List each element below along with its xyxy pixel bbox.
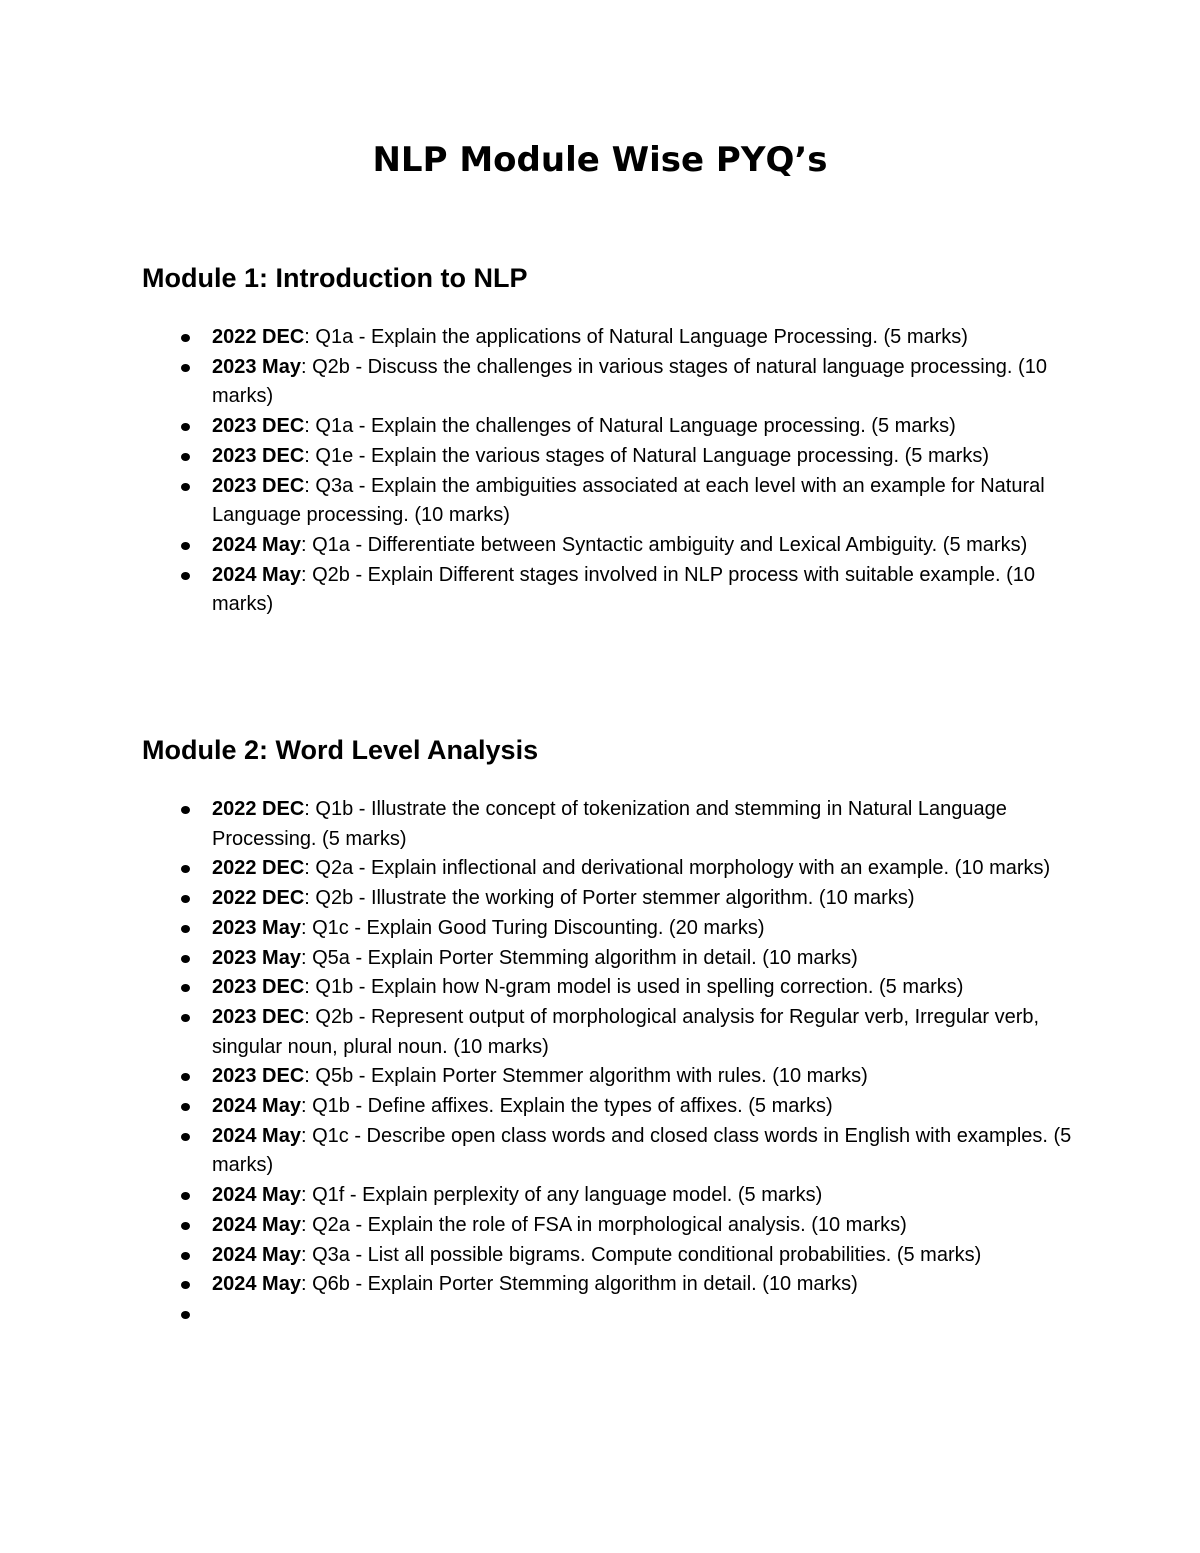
bullet-icon <box>181 1222 190 1230</box>
question-item <box>142 1122 1072 1181</box>
question-year: 2023 May <box>212 946 301 969</box>
question-year: 2023 May <box>212 916 301 939</box>
question-item <box>142 1003 1072 1062</box>
question-year: 2023 DEC <box>212 474 305 497</box>
bullet-icon <box>181 334 190 342</box>
bullet-icon <box>181 925 190 933</box>
question-year: 2022 DEC <box>212 326 305 348</box>
question-text: : Q2b - Discuss the challenges in various stages of natural language processing. (10 marks) <box>212 355 1047 408</box>
bullet-icon <box>181 806 190 814</box>
question-text: : Q1b - Illustrate the concept of tokenization and stemming in Natural Language Processing. (5 marks) <box>212 798 1007 850</box>
page-title: NLP Module Wise PYQ’s <box>372 140 828 180</box>
bullet-icon <box>181 1252 190 1260</box>
bullet-icon <box>181 1311 190 1319</box>
question-text: : Q6b - Explain Porter Stemming algorithm in detail. (10 marks) <box>300 1273 858 1296</box>
module-2-heading: Module 2: Word Level Analysis <box>142 735 539 765</box>
question-item <box>142 1270 1072 1300</box>
bullet-icon <box>181 453 190 461</box>
bullet-icon <box>181 542 190 550</box>
question-year: 2024 May <box>212 533 301 556</box>
question-year: 2024 May <box>212 1273 301 1296</box>
bullet-icon <box>181 423 190 431</box>
bullet-icon <box>181 1281 190 1289</box>
question-item <box>142 854 1072 884</box>
question-text: : Q1b - Explain how N-gram model is used in spelling correction. (5 marks) <box>304 976 964 999</box>
question-item <box>142 1062 1072 1092</box>
question-item <box>142 795 1072 854</box>
question-text: : Q5a - Explain Porter Stemming algorithm in detail. (10 marks) <box>300 946 858 969</box>
question-text: : Q1e - Explain the various stages of Natural Language processing. (5 marks) <box>304 444 990 467</box>
question-text: : Q2b - Represent output of morphological analysis for Regular verb, Irregular verb, singular noun, plural noun. (10 marks) <box>212 1005 1040 1058</box>
question-item <box>142 914 1072 944</box>
question-text: : Q3a - List all possible bigrams. Compute conditional probabilities. (5 marks) <box>300 1243 982 1266</box>
question-year: 2023 DEC <box>212 444 305 467</box>
question-year: 2024 May <box>212 1184 301 1207</box>
question-year: 2022 DEC <box>212 857 305 880</box>
question-year: 2023 DEC <box>212 976 305 999</box>
question-year: 2022 DEC <box>212 887 305 910</box>
question-text: : Q1a - Explain the applications of Natural Language Processing. (5 marks) <box>304 326 968 348</box>
bullet-icon <box>181 1073 190 1081</box>
question-year: 2023 DEC <box>212 415 305 438</box>
module-2-section <box>142 732 1072 1300</box>
question-item <box>142 323 1072 353</box>
question-year: 2024 May <box>212 1243 301 1266</box>
question-item <box>142 1241 1072 1271</box>
question-text: : Q2a - Explain inflectional and derivational morphology with an example. (10 marks) <box>304 857 1051 880</box>
question-text: : Q2b - Illustrate the working of Porter stemmer algorithm. (10 marks) <box>304 887 915 910</box>
bullet-icon <box>181 1192 190 1200</box>
module-1-section <box>142 260 1072 620</box>
question-text: : Q1c - Describe open class words and closed class words in English with examples. (5 marks) <box>212 1124 1072 1177</box>
bullet-icon <box>181 364 190 372</box>
question-item <box>142 884 1072 914</box>
question-year: 2023 DEC <box>212 1005 305 1028</box>
question-item <box>142 442 1072 472</box>
question-text: : Q3a - Explain the ambiguities associated at each level with an example for Natural Language processing. (10 marks) <box>212 474 1045 527</box>
question-text: : Q1b - Define affixes. Explain the types of affixes. (5 marks) <box>300 1095 833 1118</box>
question-text: : Q2b - Explain Different stages involved in NLP process with suitable example. (10 marks) <box>212 563 1036 616</box>
module-1-heading: Module 1: Introduction to NLP <box>142 263 528 293</box>
question-text: : Q2a - Explain the role of FSA in morphological analysis. (10 marks) <box>300 1213 907 1236</box>
bullet-icon <box>181 572 190 580</box>
question-text: : Q1a - Differentiate between Syntactic ambiguity and Lexical Ambiguity. (5 marks) <box>300 533 1028 556</box>
question-item <box>142 353 1072 412</box>
question-item <box>142 531 1072 561</box>
question-item <box>142 1092 1072 1122</box>
bullet-icon <box>181 1133 190 1141</box>
bullet-icon <box>181 865 190 873</box>
bullet-icon <box>181 955 190 963</box>
question-text: : Q1a - Explain the challenges of Natural Language processing. (5 marks) <box>304 415 956 438</box>
question-text: : Q5b - Explain Porter Stemmer algorithm with rules. (10 marks) <box>304 1065 868 1088</box>
question-item <box>142 561 1072 620</box>
question-item <box>142 944 1072 974</box>
question-item <box>142 1181 1072 1211</box>
bullet-icon <box>181 1103 190 1111</box>
question-year: 2024 May <box>212 1095 301 1118</box>
question-year: 2024 May <box>212 1124 301 1147</box>
bullet-icon <box>181 1014 190 1022</box>
question-year: 2023 DEC <box>212 1065 305 1088</box>
question-item <box>142 973 1072 1003</box>
question-year: 2023 May <box>212 355 301 378</box>
module-2-question-list <box>142 795 1072 1300</box>
question-year: 2024 May <box>212 1213 301 1236</box>
bullet-icon <box>181 483 190 491</box>
question-text: : Q1f - Explain perplexity of any language model. (5 marks) <box>300 1184 823 1207</box>
bullet-icon <box>181 984 190 992</box>
question-year: 2024 May <box>212 563 301 586</box>
bullet-icon <box>181 895 190 903</box>
question-item <box>142 412 1072 442</box>
question-item <box>142 472 1072 531</box>
question-item <box>142 1211 1072 1241</box>
question-year: 2022 DEC <box>212 798 305 820</box>
question-text: : Q1c - Explain Good Turing Discounting. (20 marks) <box>300 916 765 939</box>
module-1-question-list <box>142 323 1072 620</box>
